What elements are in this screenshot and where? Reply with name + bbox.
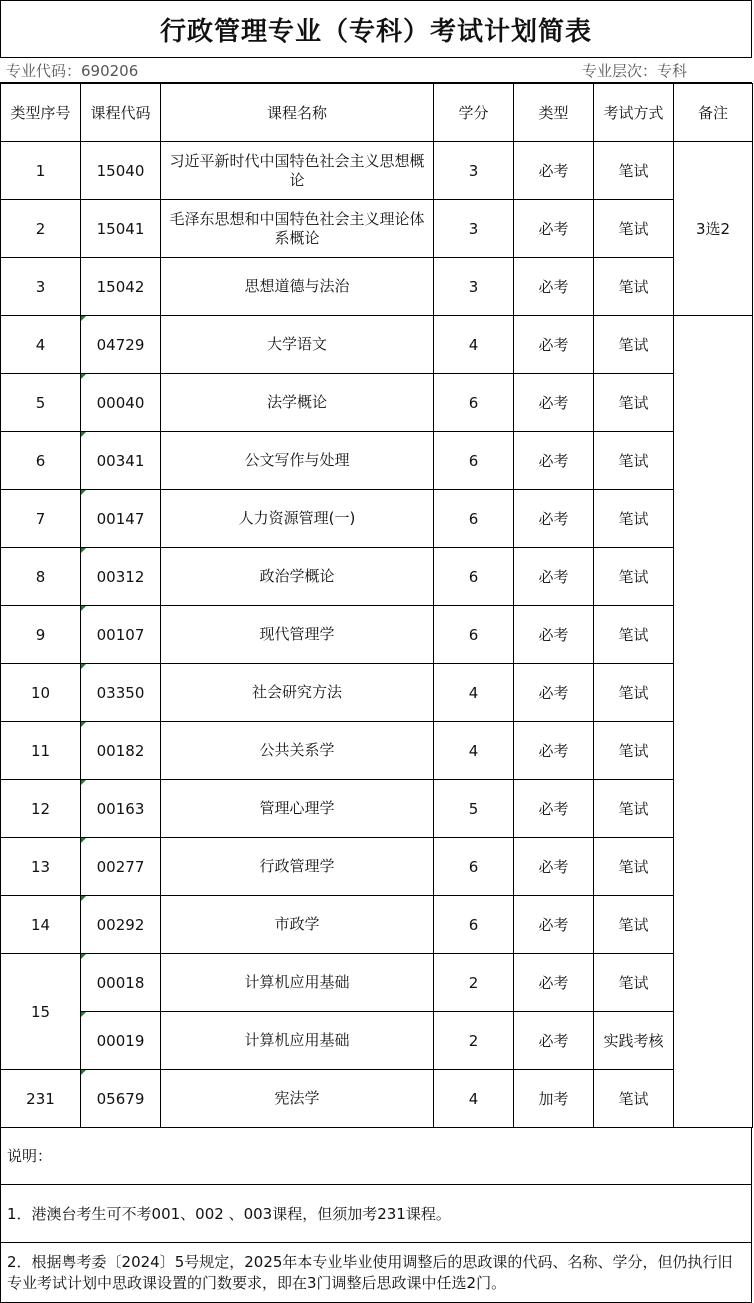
cell-code-text: 15040 [96, 161, 145, 180]
cell-code [81, 200, 161, 258]
cell-credit-text: 2 [468, 973, 479, 992]
cell-credit-text: 5 [468, 799, 479, 818]
cell-name [161, 1070, 434, 1128]
cell-name [161, 1012, 434, 1070]
cell-exam [594, 1070, 674, 1128]
cell-name-text: 人力资源管理(一) [238, 509, 356, 527]
note-1: 1．港澳台考生可不考001、002 、003课程，但须加考231课程。 [0, 1185, 752, 1243]
cell-code [81, 374, 161, 432]
cell-name-text: 计算机应用基础 [244, 1031, 350, 1049]
table-row [1, 142, 753, 200]
cell-no-text: 11 [30, 741, 51, 760]
cell-no-text: 10 [30, 683, 51, 702]
cell-type-text: 加考 [538, 1090, 569, 1108]
cell-no-text: 14 [30, 915, 51, 934]
cell-no-text: 8 [35, 567, 46, 586]
cell-no-text: 5 [35, 393, 46, 412]
cell-type [514, 432, 594, 490]
cell-no [1, 490, 81, 548]
cell-type-text: 必考 [538, 394, 569, 412]
cell-exam [594, 432, 674, 490]
cell-comment-marker [81, 374, 86, 379]
cell-comment-marker [81, 664, 86, 669]
cell-code [81, 664, 161, 722]
cell-name [161, 258, 434, 316]
cell-code-text: 04729 [96, 335, 145, 354]
cell-exam-text: 笔试 [618, 394, 649, 412]
cell-no [1, 664, 81, 722]
table-row [1, 606, 753, 664]
cell-credit-text: 6 [468, 857, 479, 876]
cell-no [1, 896, 81, 954]
cell-remark [674, 142, 753, 316]
cell-code [81, 1012, 161, 1070]
cell-no-text: 2 [35, 219, 46, 238]
header-name: 课程名称 [161, 84, 434, 142]
cell-name [161, 606, 434, 664]
cell-no-text: 13 [30, 857, 51, 876]
cell-code-text: 05679 [96, 1089, 145, 1108]
cell-code [81, 838, 161, 896]
cell-type [514, 1070, 594, 1128]
cell-no [1, 200, 81, 258]
cell-exam [594, 606, 674, 664]
cell-exam [594, 142, 674, 200]
cell-type [514, 606, 594, 664]
cell-comment-marker [81, 432, 86, 437]
cell-code-text: 15042 [96, 277, 145, 296]
course-table [0, 83, 753, 1128]
cell-code [81, 780, 161, 838]
table-row [1, 258, 753, 316]
cell-code-text: 00163 [96, 799, 145, 818]
cell-code-text: 00018 [96, 973, 145, 992]
cell-name-text: 政治学概论 [259, 567, 335, 585]
cell-credit-text: 4 [468, 741, 479, 760]
cell-exam-text: 笔试 [618, 858, 649, 876]
cell-name-text: 社会研究方法 [251, 683, 342, 701]
cell-credit [434, 606, 514, 664]
cell-type [514, 316, 594, 374]
cell-no [1, 142, 81, 200]
cell-exam-text: 笔试 [618, 452, 649, 470]
cell-type-text: 必考 [538, 568, 569, 586]
cell-type-text: 必考 [538, 510, 569, 528]
cell-no-text: 12 [30, 799, 51, 818]
cell-name-text: 管理心理学 [259, 799, 335, 817]
cell-name [161, 200, 434, 258]
table-row [1, 780, 753, 838]
cell-exam-text: 笔试 [618, 336, 649, 354]
table-row [1, 664, 753, 722]
cell-exam [594, 490, 674, 548]
header-remark: 备注 [674, 84, 753, 142]
cell-exam [594, 200, 674, 258]
cell-comment-marker [81, 1070, 86, 1075]
cell-code [81, 606, 161, 664]
cell-exam [594, 954, 674, 1012]
cell-exam-text: 笔试 [618, 626, 649, 644]
cell-exam-text: 笔试 [618, 510, 649, 528]
table-row [1, 838, 753, 896]
cell-comment-marker [81, 548, 86, 553]
cell-no-text: 7 [35, 509, 46, 528]
cell-no-text: 231 [26, 1089, 55, 1108]
cell-code [81, 954, 161, 1012]
cell-name-text: 行政管理学 [259, 857, 335, 875]
cell-code [81, 432, 161, 490]
cell-name-text: 法学概论 [266, 393, 327, 411]
cell-credit [434, 838, 514, 896]
cell-type [514, 780, 594, 838]
cell-code [81, 142, 161, 200]
cell-type-text: 必考 [538, 916, 569, 934]
cell-exam-text: 笔试 [618, 568, 649, 586]
cell-type [514, 490, 594, 548]
cell-name [161, 548, 434, 606]
cell-credit-text: 4 [468, 1089, 479, 1108]
cell-no [1, 258, 81, 316]
cell-credit [434, 374, 514, 432]
cell-type [514, 722, 594, 780]
cell-exam-text: 笔试 [618, 800, 649, 818]
cell-code [81, 316, 161, 374]
cell-no-text: 9 [35, 625, 46, 644]
notes-label: 说明： [0, 1127, 752, 1185]
cell-code-text: 00277 [96, 857, 145, 876]
cell-comment-marker [81, 1012, 86, 1017]
cell-exam [594, 374, 674, 432]
cell-name-text: 思想道德与法治 [244, 277, 350, 295]
cell-exam [594, 316, 674, 374]
cell-name [161, 838, 434, 896]
cell-exam [594, 548, 674, 606]
cell-type-text: 必考 [538, 452, 569, 470]
cell-name-text: 公文写作与处理 [244, 451, 350, 469]
cell-credit-text: 3 [468, 277, 479, 296]
cell-comment-marker [81, 316, 86, 321]
cell-type-text: 必考 [538, 858, 569, 876]
table-row [1, 1070, 753, 1128]
cell-code-text: 00341 [96, 451, 145, 470]
table-row [1, 200, 753, 258]
cell-name [161, 954, 434, 1012]
cell-no [1, 606, 81, 664]
cell-type [514, 1012, 594, 1070]
cell-name-text: 毛泽东思想和中国特色社会主义理论体系概论 [169, 209, 425, 247]
cell-credit [434, 490, 514, 548]
cell-type [514, 548, 594, 606]
cell-credit-text: 6 [468, 509, 479, 528]
major-code: 专业代码：690206 [6, 62, 139, 80]
cell-code-text: 00147 [96, 509, 145, 528]
cell-no-text: 1 [35, 161, 46, 180]
cell-no [1, 838, 81, 896]
table-row [1, 490, 753, 548]
cell-credit [434, 1012, 514, 1070]
cell-type [514, 664, 594, 722]
cell-name-text: 现代管理学 [259, 625, 335, 643]
cell-code-text: 03350 [96, 683, 145, 702]
cell-credit-text: 6 [468, 393, 479, 412]
cell-name [161, 142, 434, 200]
cell-name-text: 计算机应用基础 [244, 973, 350, 991]
cell-exam-text: 笔试 [618, 916, 649, 934]
cell-name [161, 490, 434, 548]
cell-credit [434, 1070, 514, 1128]
major-level: 专业层次：专科 [582, 62, 688, 80]
cell-type-text: 必考 [538, 800, 569, 818]
table-row [1, 316, 753, 374]
cell-type-text: 必考 [538, 974, 569, 992]
cell-comment-marker [81, 954, 86, 959]
cell-credit-text: 3 [468, 161, 479, 180]
cell-exam-text: 笔试 [618, 162, 649, 180]
table-header-row [1, 84, 753, 142]
cell-credit [434, 896, 514, 954]
cell-type [514, 374, 594, 432]
cell-comment-marker [81, 722, 86, 727]
cell-code [81, 490, 161, 548]
cell-code-text: 00182 [96, 741, 145, 760]
cell-type-text: 必考 [538, 278, 569, 296]
header-code: 课程代码 [81, 84, 161, 142]
cell-no-text: 15 [30, 1002, 51, 1021]
cell-credit [434, 722, 514, 780]
cell-type [514, 142, 594, 200]
cell-no [1, 954, 81, 1070]
cell-no-text: 6 [35, 451, 46, 470]
page-title: 行政管理专业（专科）考试计划简表 [0, 0, 752, 58]
cell-name-text: 大学语文 [266, 335, 327, 353]
cell-credit [434, 780, 514, 838]
cell-exam-text: 实践考核 [603, 1032, 664, 1050]
cell-exam [594, 838, 674, 896]
cell-credit [434, 316, 514, 374]
cell-code-text: 00107 [96, 625, 145, 644]
cell-name [161, 374, 434, 432]
table-row [1, 896, 753, 954]
cell-no [1, 722, 81, 780]
cell-type [514, 838, 594, 896]
cell-exam [594, 1012, 674, 1070]
cell-credit-text: 6 [468, 451, 479, 470]
cell-credit-text: 4 [468, 335, 479, 354]
cell-code [81, 722, 161, 780]
cell-code-text: 00040 [96, 393, 145, 412]
cell-name-text: 公共关系学 [259, 741, 335, 759]
table-row [1, 722, 753, 780]
cell-type [514, 258, 594, 316]
cell-exam-text: 笔试 [618, 974, 649, 992]
table-row [1, 374, 753, 432]
cell-no-text: 4 [35, 335, 46, 354]
cell-credit-text: 4 [468, 683, 479, 702]
header-no: 类型序号 [1, 84, 81, 142]
cell-exam [594, 722, 674, 780]
cell-name [161, 780, 434, 838]
cell-type-text: 必考 [538, 684, 569, 702]
cell-credit-text: 3 [468, 219, 479, 238]
cell-no [1, 1070, 81, 1128]
cell-exam-text: 笔试 [618, 278, 649, 296]
cell-no-text: 3 [35, 277, 46, 296]
cell-credit-text: 6 [468, 915, 479, 934]
cell-name [161, 722, 434, 780]
cell-no [1, 432, 81, 490]
cell-name-text: 市政学 [274, 915, 320, 933]
cell-no [1, 780, 81, 838]
cell-comment-marker [81, 896, 86, 901]
cell-credit [434, 432, 514, 490]
table-row [1, 432, 753, 490]
cell-exam-text: 笔试 [618, 1090, 649, 1108]
cell-name [161, 316, 434, 374]
cell-credit-text: 2 [468, 1031, 479, 1050]
cell-name [161, 664, 434, 722]
cell-credit [434, 258, 514, 316]
cell-type [514, 896, 594, 954]
cell-credit [434, 200, 514, 258]
cell-name [161, 432, 434, 490]
note-2: 2．根据粤考委〔2024〕5号规定，2025年本专业毕业使用调整后的思政课的代码、名称、学分，但仍执行旧专业考试计划中思政课设置的门数要求，即在3门调整后思政课中任选2门。 [0, 1243, 752, 1303]
cell-credit [434, 954, 514, 1012]
cell-credit [434, 664, 514, 722]
cell-exam [594, 780, 674, 838]
cell-exam [594, 664, 674, 722]
cell-type-text: 必考 [538, 336, 569, 354]
cell-type-text: 必考 [538, 162, 569, 180]
cell-no [1, 548, 81, 606]
cell-code [81, 548, 161, 606]
cell-credit [434, 548, 514, 606]
header-exam: 考试方式 [594, 84, 674, 142]
cell-remark-empty [674, 316, 753, 1128]
cell-credit-text: 6 [468, 567, 479, 586]
cell-exam [594, 258, 674, 316]
cell-no [1, 316, 81, 374]
cell-comment-marker [81, 780, 86, 785]
cell-type-text: 必考 [538, 220, 569, 238]
cell-exam-text: 笔试 [618, 742, 649, 760]
cell-code-text: 00019 [96, 1031, 145, 1050]
cell-name-text: 习近平新时代中国特色社会主义思想概论 [169, 151, 425, 189]
cell-code-text: 15041 [96, 219, 145, 238]
cell-name-text: 宪法学 [274, 1089, 320, 1107]
cell-code-text: 00292 [96, 915, 145, 934]
cell-no [1, 374, 81, 432]
cell-credit-text: 6 [468, 625, 479, 644]
cell-type [514, 954, 594, 1012]
cell-comment-marker [81, 490, 86, 495]
cell-code [81, 1070, 161, 1128]
table-row [1, 954, 753, 1012]
cell-exam-text: 笔试 [618, 684, 649, 702]
cell-code [81, 258, 161, 316]
header-type: 类型 [514, 84, 594, 142]
header-credit: 学分 [434, 84, 514, 142]
table-row [1, 548, 753, 606]
cell-comment-marker [81, 838, 86, 843]
cell-type-text: 必考 [538, 742, 569, 760]
cell-remark-text: 3选2 [695, 220, 731, 238]
cell-exam [594, 896, 674, 954]
notes-section [0, 1127, 752, 1303]
cell-code [81, 896, 161, 954]
cell-exam-text: 笔试 [618, 220, 649, 238]
cell-code-text: 00312 [96, 567, 145, 586]
cell-type-text: 必考 [538, 1032, 569, 1050]
cell-type [514, 200, 594, 258]
table-row [1, 1012, 753, 1070]
cell-name [161, 896, 434, 954]
cell-credit [434, 142, 514, 200]
cell-comment-marker [81, 606, 86, 611]
cell-type-text: 必考 [538, 626, 569, 644]
